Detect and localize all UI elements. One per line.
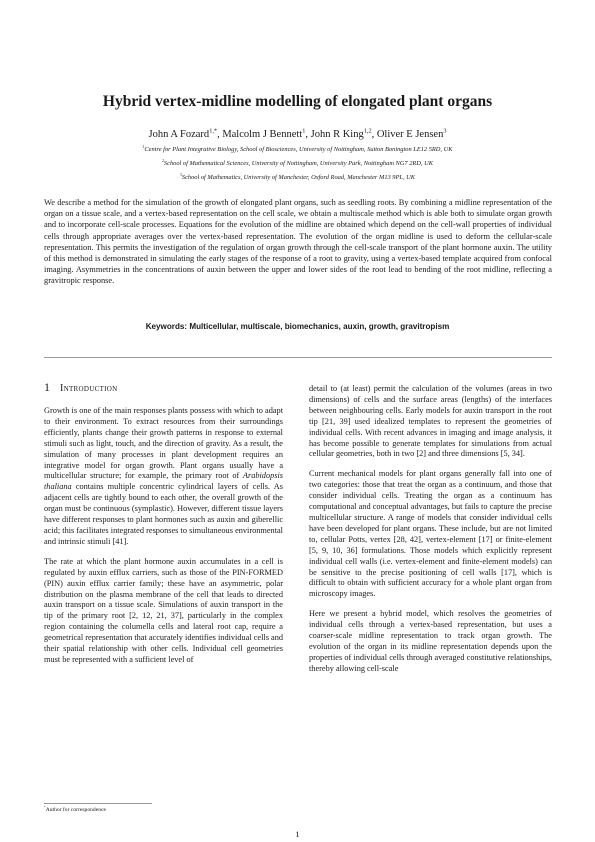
right-column	[309, 384, 552, 675]
footnote: *Author for correspondence	[44, 805, 106, 813]
section-title: Introduction	[60, 383, 118, 394]
affiliation-3: $^3$School of Mathematics, University of Manchester, Oxford Road, Manchester M13 9PL, UK	[179, 172, 416, 181]
section-number: 1	[44, 380, 50, 394]
paragraph: Current mechanical models for plant organs generally fall into one of two categories: those that treat the organ as a continuum, and those that consider individual cells. Treating the organ as a continuum has computational and conceptual advantages, but fails to capture the precise multicellular structure. A range of models that consider individual cells have been developed for plant organs. These include, but are not limited to, cellular Potts, vertex [28, 42], vertex-element [17] or finite-element [5, 9, 10, 36] formulations. Those models which explicitly represent individual cell walls (i.e. vertex-element and finite-element models) can be sensitive to the precise positioning of cell walls [17], which is difficult to obtain with sufficient accuracy for a whole plant organ from microscopy images.	[309, 469, 552, 599]
affiliation-2: $^2$School of Mathematical Sciences, University of Nottingham, University Park, Nottingham NG7 2RD, UK	[161, 158, 433, 167]
author-2: Malcolm J Bennett$^1$	[222, 127, 306, 140]
paragraph: detail to (at least) permit the calculation of the volumes (areas in two dimensions) of cells and the surface areas (lengths) of the interfaces between neighbouring cells. Early models for auxin transport in the root tip [21, 39] used idealized templates to represent the geometries of individual cells. With recent advances in imaging and image analysis, it has become possible to generate templates for simulations from actual cellular geometries, both in two [2] and three dimensions [5, 34].	[309, 384, 552, 459]
keywords: Keywords: Multicellular, multiscale, biomechanics, auxin, growth, gravitropism	[145, 322, 450, 331]
author-3: John R King$^{1,2}$	[310, 127, 372, 140]
left-column	[44, 406, 283, 666]
author-1: John A Fozard$^{1,*}$	[148, 127, 218, 140]
section-heading	[44, 380, 117, 395]
paragraph: Growth is one of the main responses plants possess with which to adapt to their environment. To extract resources from their surroundings efficiently, plants change their growth patterns in response to external stimuli such as light, touch, and the direction of gravity. As a result, the simulation of many processes in plant development requires an integrative model for organ growth. Plant organs usually have a multicellular structure; for example, the primary root of Arabidopsis thaliana contains multiple concentric cylindrical layers of cells. As adjacent cells are tightly bound to each other, the overall growth of the organ must be continuous (symplastic). However, different tissue layers have different responses to plant hormones such as auxin and giberellic acid; this facilitates integrated responses to simultaneous environmental and intrinsic stimuli [41].	[44, 406, 283, 546]
abstract: We describe a method for the simulation of the growth of elongated plant organs, such as seedling roots. By combining a midline representation of the organ on a tissue scale, and a vertex-based representation on the cell scale, we obtain a multiscale method which is able both to simulate organ growth and to incorporate cell-scale processes. Equations for the evolution of the midline are obtained which depend on the cell-wall properties of individual cells through appropriate averages over the vertex-based representation. The evolution of the organ midline is used to deform the cellular-scale representation. This permits the investigation of the regulation of organ growth through the cell-scale transport of the plant hormone auxin. The utility of this method is demonstrated in simulating the early stages of the response of a root to gravity, using a vertex-based template acquired from confocal imaging. Asymmetries in the concentrations of auxin between the upper and lower sides of the root lead to bending of the root midline, reflecting a gravitropic response.	[44, 198, 552, 286]
paragraph: The rate at which the plant hormone auxin accumulates in a cell is regulated by auxin efflux carriers, such as those of the PIN-FORMED (PIN) auxin efflux carrier family; these have an asymmetric, polar distribution on the plasma membrane of the cell that leads to directed auxin transport on a tissue scale. Simulations of auxin transport in the tip of the primary root [2, 12, 21, 37], particularly in the complex region containing the columella cells and lateral root cap, require a geometrical representation that accurately identifies individual cells and their spatial relationship with other cells. Individual cell geometries must be represented with a sufficient level of	[44, 556, 283, 664]
section-divider	[44, 357, 552, 358]
paragraph: Here we present a hybrid model, which resolves the geometries of individual cells through a vertex-based representation, but uses a coarser-scale midline representation to track organ growth. The evolution of the organ in its midline representation depends upon the properties of individual cells through averaged constitutive relationships, thereby allowing cell-scale	[309, 609, 552, 673]
footnote-divider	[44, 803, 152, 804]
author-list: John A Fozard$^{1,*}$, Malcolm J Bennett$^1$, John R King$^{1,2}$, Oliver E Jensen$^3$	[148, 127, 447, 140]
author-4: Oliver E Jensen$^3$	[376, 127, 447, 140]
paper-title: Hybrid vertex-midline modelling of elongated plant organs	[102, 93, 493, 110]
affiliation-1: $^1$Centre for Plant Integrative Biology, School of Biosciences, University of Nottingham, Sutton Bonington LE12 5RD, UK	[142, 144, 453, 153]
page-number: 1	[295, 829, 300, 839]
